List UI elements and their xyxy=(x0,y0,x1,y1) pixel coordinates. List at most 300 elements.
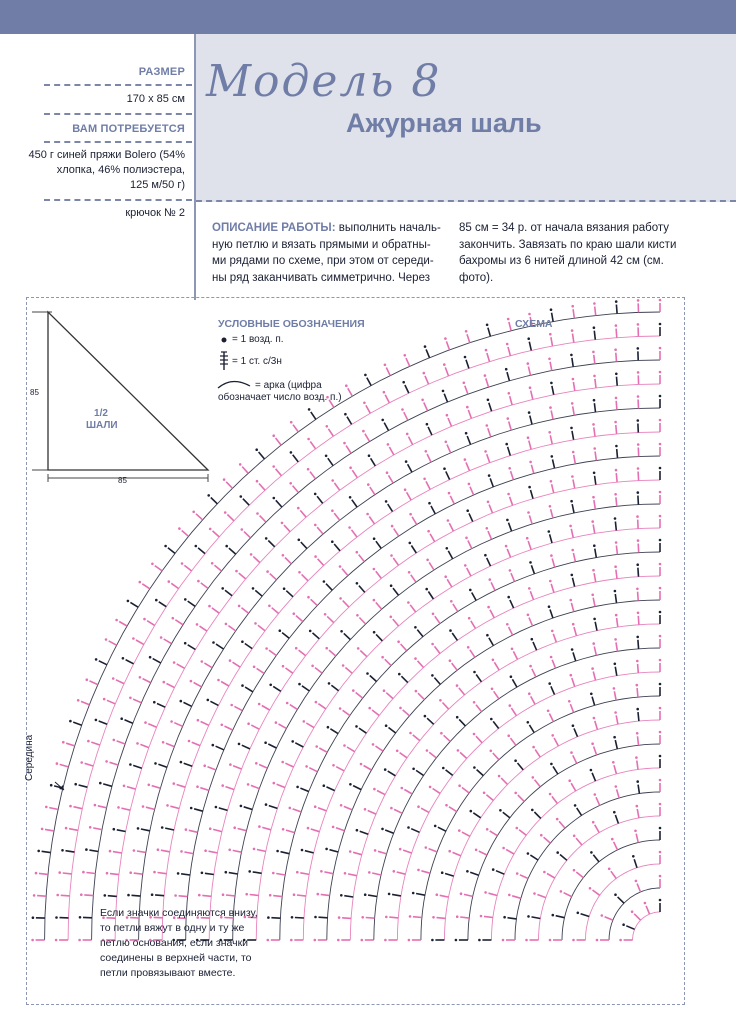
stitch-mark xyxy=(233,662,241,667)
chain-dot xyxy=(449,659,452,662)
stitch-mark xyxy=(511,471,514,480)
stitch-mark xyxy=(552,796,558,803)
chain-dot xyxy=(340,894,343,897)
chain-dot xyxy=(428,502,431,505)
chain-dot xyxy=(323,784,326,787)
chain-dot xyxy=(511,648,514,651)
chain-dot xyxy=(31,939,34,942)
chain-dot xyxy=(636,588,639,591)
note-text xyxy=(100,906,258,981)
stitch-mark xyxy=(168,548,175,554)
chain-dot xyxy=(614,663,617,666)
stitch-mark xyxy=(426,481,430,489)
chain-dot xyxy=(592,496,595,499)
chain-dot xyxy=(596,939,599,942)
chain-dot xyxy=(282,665,285,668)
stitch-mark xyxy=(136,640,144,644)
stitch-mark xyxy=(132,895,141,896)
chain-dot xyxy=(467,646,470,649)
chain-dot xyxy=(491,688,494,691)
chain-dot xyxy=(456,716,459,719)
stitch-mark xyxy=(615,740,617,749)
chain-dot xyxy=(615,324,618,327)
chain-dot xyxy=(615,373,618,376)
chain-dot xyxy=(572,724,575,727)
chain-dot xyxy=(570,751,573,754)
stitch-mark xyxy=(216,746,224,750)
stitch-mark xyxy=(194,683,202,687)
chain-dot xyxy=(268,605,271,608)
stitch-mark xyxy=(413,917,422,918)
stitch-mark xyxy=(66,851,75,852)
chain-dot xyxy=(384,364,387,367)
stitch-mark xyxy=(551,686,555,694)
chain-dot xyxy=(466,406,469,409)
stitch-mark xyxy=(594,647,596,656)
chain-dot xyxy=(551,455,554,458)
stitch-mark xyxy=(370,487,375,495)
stitch-mark xyxy=(250,895,259,896)
stitch-mark xyxy=(508,918,517,919)
stitch-mark xyxy=(210,701,218,705)
chain-dot xyxy=(65,827,68,830)
chain-dot xyxy=(348,526,351,529)
stitch-mark xyxy=(572,678,575,687)
chain-dot xyxy=(475,849,478,852)
stitch-mark xyxy=(637,688,638,697)
chain-dot xyxy=(571,574,574,577)
chain-dot xyxy=(390,807,393,810)
chain-dot xyxy=(364,808,367,811)
stitch-mark xyxy=(372,710,379,716)
stitch-mark xyxy=(638,664,639,673)
stitch-mark xyxy=(530,416,532,425)
chain-dot xyxy=(425,450,428,453)
stitch-mark xyxy=(509,322,511,331)
stitch-mark xyxy=(550,610,553,619)
chain-dot xyxy=(139,676,142,679)
stitch-mark xyxy=(309,768,317,772)
chain-dot xyxy=(56,894,59,897)
stitch-mark xyxy=(549,714,553,722)
chain-dot xyxy=(408,571,411,574)
stitch-mark xyxy=(416,770,424,775)
stitch-mark xyxy=(60,764,69,767)
chain-dot xyxy=(499,809,502,812)
stitch-mark xyxy=(310,472,315,479)
size-label: РАЗМЕР xyxy=(138,66,185,78)
chain-dot xyxy=(659,779,662,782)
chain-dot xyxy=(636,684,639,687)
chain-dot xyxy=(464,356,467,359)
stitch-mark xyxy=(344,633,351,639)
chain-dot xyxy=(367,483,370,486)
chain-dot xyxy=(402,381,405,384)
stitch-mark xyxy=(347,747,355,752)
legend-arch-note: обозначает число возд. п.) xyxy=(218,392,342,403)
stitch-mark xyxy=(372,873,381,875)
stitch-mark xyxy=(378,851,387,854)
chain-dot xyxy=(305,765,308,768)
chain-dot xyxy=(281,761,284,764)
chain-dot xyxy=(247,783,250,786)
stitch-mark xyxy=(233,850,242,852)
chain-dot xyxy=(611,838,614,841)
chain-dot xyxy=(173,782,176,785)
chain-dot xyxy=(432,613,435,616)
chain-dot xyxy=(614,565,617,568)
stitch-mark xyxy=(385,659,391,665)
stitch-mark xyxy=(366,918,375,919)
chain-dot xyxy=(230,704,233,707)
chain-dot xyxy=(503,916,506,919)
chain-dot xyxy=(440,732,443,735)
chain-dot xyxy=(385,724,388,727)
chain-dot xyxy=(361,939,364,942)
chain-dot xyxy=(540,834,543,837)
stitch-mark xyxy=(386,693,393,699)
chain-dot xyxy=(432,916,435,919)
stitch-mark xyxy=(194,809,203,811)
stitch-mark xyxy=(617,789,620,798)
chain-dot xyxy=(363,402,366,405)
chain-dot xyxy=(528,313,531,316)
stitch-mark xyxy=(184,852,193,854)
stitch-mark xyxy=(184,702,192,706)
chain-dot xyxy=(468,483,471,486)
stitch-mark xyxy=(594,331,595,340)
chain-dot xyxy=(549,793,552,796)
stitch-mark xyxy=(614,691,616,700)
stitch-mark xyxy=(595,622,597,631)
stitch-mark xyxy=(616,570,617,579)
chain-dot xyxy=(614,638,617,641)
chain-dot xyxy=(516,872,519,875)
stitch-mark xyxy=(553,459,555,468)
chain-dot xyxy=(180,761,183,764)
chain-dot xyxy=(105,760,108,763)
chain-dot xyxy=(659,683,662,686)
chain-dot xyxy=(478,939,481,942)
stitch-mark xyxy=(331,685,338,691)
stitch-mark xyxy=(245,644,252,649)
chain-dot xyxy=(229,763,232,766)
chain-dot xyxy=(172,617,175,620)
chain-dot xyxy=(273,782,276,785)
legend-arch: = арка (цифра xyxy=(255,380,322,391)
stitch-mark xyxy=(443,703,449,710)
stitch-mark xyxy=(411,829,419,833)
stitch-mark xyxy=(359,618,365,625)
chain-dot xyxy=(469,589,472,592)
row-arc xyxy=(468,744,660,940)
chain-dot xyxy=(431,674,434,677)
chain-dot xyxy=(197,719,200,722)
chain-dot xyxy=(361,916,364,919)
stitch-mark xyxy=(573,755,577,763)
chain-dot xyxy=(637,467,640,470)
chain-dot xyxy=(574,804,577,807)
stitch-mark xyxy=(108,896,117,897)
chain-dot xyxy=(195,545,198,548)
stitch-mark xyxy=(276,438,282,445)
chain-dot xyxy=(659,899,662,902)
chain-dot xyxy=(290,421,293,424)
stitch-mark xyxy=(528,367,530,376)
stitch-mark xyxy=(459,719,465,726)
stitch-mark xyxy=(571,783,576,791)
stitch-mark xyxy=(489,893,498,895)
chain-dot xyxy=(137,827,140,830)
stitch-mark xyxy=(409,437,413,445)
chain-dot xyxy=(484,891,487,894)
stitch-mark xyxy=(446,770,453,776)
stitch-mark xyxy=(276,874,285,876)
chain-dot xyxy=(331,540,334,543)
stitch-mark xyxy=(242,745,250,749)
chain-dot xyxy=(659,563,662,566)
stitch-mark xyxy=(636,834,638,843)
stitch-mark xyxy=(615,667,617,676)
stitch-mark xyxy=(343,601,349,608)
chain-dot xyxy=(192,511,195,514)
stitch-mark xyxy=(204,663,212,668)
stitch-mark xyxy=(411,546,416,554)
chain-dot xyxy=(532,776,535,779)
chain-dot xyxy=(593,375,596,378)
stitch-mark xyxy=(229,548,236,554)
chain-dot xyxy=(492,868,495,871)
chain-dot xyxy=(484,450,487,453)
stitch-mark xyxy=(212,608,219,613)
chain-dot xyxy=(571,305,574,308)
chain-dot xyxy=(634,830,637,833)
chain-dot xyxy=(217,679,220,682)
chain-dot xyxy=(480,915,483,918)
chain-dot xyxy=(196,785,199,788)
chain-dot xyxy=(311,665,314,668)
row-arc xyxy=(327,600,660,940)
chain-dot xyxy=(204,849,207,852)
stitch-mark xyxy=(170,806,179,808)
stitch-mark xyxy=(444,735,451,741)
chain-dot xyxy=(170,720,173,723)
stitch-mark xyxy=(347,417,352,425)
chain-dot xyxy=(241,684,244,687)
stitch-mark xyxy=(229,873,238,874)
chain-dot xyxy=(615,445,618,448)
stitch-mark xyxy=(301,542,307,549)
chain-dot xyxy=(442,767,445,770)
chain-dot xyxy=(258,703,261,706)
stitch-mark xyxy=(286,830,295,833)
stitch-mark xyxy=(411,575,416,582)
chain-dot xyxy=(228,849,231,852)
chain-dot xyxy=(307,827,310,830)
chain-dot xyxy=(614,893,617,896)
chain-dot xyxy=(282,828,285,831)
model-number: Модель 8 xyxy=(206,56,442,107)
stitch-mark xyxy=(572,358,573,367)
stitch-mark xyxy=(319,748,327,752)
chain-dot xyxy=(527,915,530,918)
chain-dot xyxy=(385,500,388,503)
chain-dot xyxy=(207,699,210,702)
stitch-mark xyxy=(616,546,617,555)
chain-dot xyxy=(153,701,156,704)
chain-dot xyxy=(570,500,573,503)
stitch-mark xyxy=(159,602,167,607)
chain-dot xyxy=(203,764,206,767)
chain-dot xyxy=(550,480,553,483)
chain-dot xyxy=(659,467,662,470)
chain-dot xyxy=(254,622,257,625)
chain-dot xyxy=(356,614,359,617)
stitch-mark xyxy=(512,679,517,687)
chain-dot xyxy=(589,887,592,890)
chain-dot xyxy=(637,347,640,350)
chain-dot xyxy=(184,598,187,601)
desc-line: ми рядами по схеме, при этом от середи- xyxy=(212,255,434,267)
stitch-mark xyxy=(573,652,576,661)
chain-dot xyxy=(151,563,154,566)
legend-chain: = 1 возд. п. xyxy=(232,334,284,345)
stitch-mark xyxy=(262,706,270,711)
stitch-mark xyxy=(401,676,407,682)
chain-dot xyxy=(614,711,617,714)
stitch-mark xyxy=(638,616,639,625)
stitch-mark xyxy=(119,622,127,627)
stitch-mark xyxy=(389,917,398,918)
chain-dot xyxy=(79,916,82,919)
chain-dot xyxy=(238,743,241,746)
chain-dot xyxy=(548,358,551,361)
stitch-mark xyxy=(509,523,512,531)
chain-dot xyxy=(527,511,530,514)
chain-dot xyxy=(507,596,510,599)
stitch-mark xyxy=(490,831,498,836)
stitch-mark xyxy=(385,395,389,403)
stitch-mark xyxy=(618,897,624,903)
chain-dot xyxy=(531,638,534,641)
chain-dot xyxy=(426,749,429,752)
chain-dot xyxy=(460,892,463,895)
stitch-mark xyxy=(133,765,142,768)
stitch-mark xyxy=(553,634,556,642)
stitch-mark xyxy=(447,445,451,453)
chain-dot xyxy=(282,554,285,557)
chain-dot xyxy=(550,308,553,311)
row-arc xyxy=(45,312,660,940)
scheme-title: СХЕМА xyxy=(515,318,553,330)
chain-dot xyxy=(381,419,384,422)
chain-dot xyxy=(637,395,640,398)
chain-dot xyxy=(577,912,580,915)
stitch-mark xyxy=(410,605,416,612)
stitch-mark xyxy=(205,873,214,874)
chain-dot xyxy=(593,326,596,329)
chain-dot xyxy=(615,614,618,617)
chain-dot xyxy=(568,779,571,782)
chain-dot xyxy=(324,613,327,616)
chain-dot xyxy=(393,870,396,873)
chain-dot xyxy=(291,740,294,743)
stitch-mark xyxy=(86,873,95,874)
chain-dot xyxy=(412,768,415,771)
chain-dot xyxy=(591,667,594,670)
stitch-mark xyxy=(297,895,306,896)
stitch-mark xyxy=(352,530,357,537)
stitch-mark xyxy=(476,675,481,682)
chain-dot xyxy=(356,829,359,832)
stitch-mark xyxy=(530,591,533,600)
chain-dot xyxy=(325,848,328,851)
stitch-mark xyxy=(242,467,248,474)
stitch-mark xyxy=(488,428,491,437)
stitch-mark xyxy=(531,696,535,704)
chain-dot xyxy=(381,828,384,831)
stitch-mark xyxy=(161,850,170,852)
chain-dot xyxy=(636,563,639,566)
stitch-mark xyxy=(89,850,98,851)
desc-line: ны ряд заканчивать симметрично. Через xyxy=(212,271,430,284)
stitch-mark xyxy=(490,610,494,618)
chain-dot xyxy=(568,700,571,703)
chain-dot xyxy=(87,740,90,743)
stitch-mark xyxy=(84,895,93,896)
stitch-mark xyxy=(368,811,376,815)
stitch-mark xyxy=(486,378,489,387)
stitch-mark xyxy=(90,681,98,685)
stitch-mark xyxy=(353,786,361,790)
stitch-mark xyxy=(416,894,425,896)
chain-dot xyxy=(368,707,371,710)
chain-dot xyxy=(556,851,559,854)
chain-dot xyxy=(446,414,449,417)
chain-dot xyxy=(283,587,286,590)
stitch-mark xyxy=(531,391,533,400)
chain-dot xyxy=(340,630,343,633)
chain-dot xyxy=(180,850,183,853)
chain-dot xyxy=(593,447,596,450)
chain-dot xyxy=(301,849,304,852)
stitch-mark xyxy=(293,455,299,462)
stitch-mark xyxy=(327,787,335,791)
chain-dot xyxy=(344,413,347,416)
chain-dot xyxy=(456,915,459,918)
stitch-mark xyxy=(634,914,640,920)
stitch-mark xyxy=(551,509,553,518)
stitch-mark xyxy=(155,566,162,571)
chain-dot xyxy=(390,584,393,587)
chain-dot xyxy=(631,910,634,913)
chain-dot xyxy=(267,939,270,942)
chain-dot xyxy=(446,547,449,550)
chain-dot xyxy=(612,761,615,764)
chain-dot xyxy=(659,755,662,758)
stitch-mark xyxy=(501,778,507,784)
chain-dot xyxy=(157,848,160,851)
stitch-mark xyxy=(377,791,385,795)
stitch-mark xyxy=(638,592,639,601)
stitch-mark xyxy=(460,752,467,758)
chain-dot xyxy=(37,850,40,853)
stitch-mark xyxy=(366,405,370,413)
chain-dot xyxy=(659,443,662,446)
stitch-mark xyxy=(384,423,388,431)
stitch-mark xyxy=(595,379,596,388)
chain-dot xyxy=(659,635,662,638)
